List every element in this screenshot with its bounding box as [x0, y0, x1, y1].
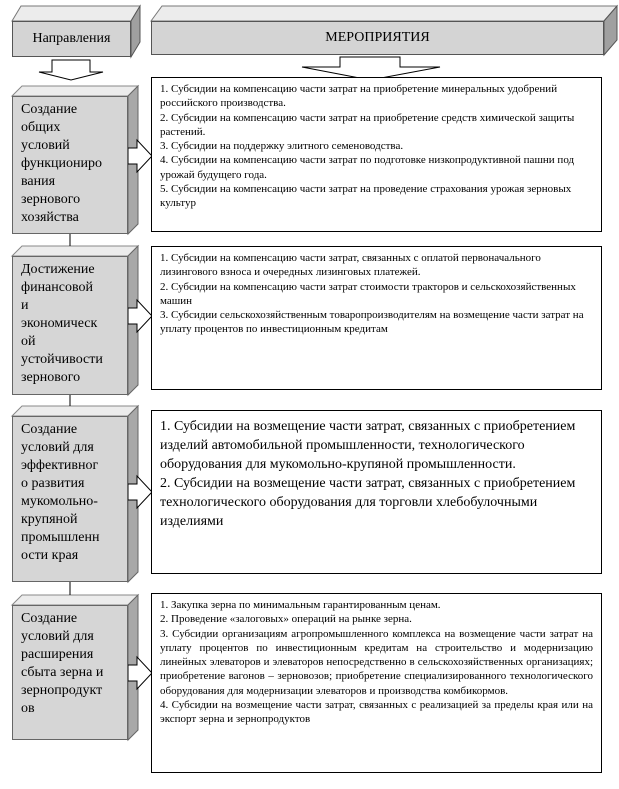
activity-2-1: 1. Субсидии на компенсацию части затрат, связанных с оплатой первоначального лизингового взноса и очередных лизинговых платежей. [160, 252, 541, 279]
direction-box-1 [12, 96, 128, 234]
direction-box-4 [12, 605, 128, 740]
direction-label-2: Достижение финансовой и экономическ ой устойчивости зернового [21, 262, 103, 385]
activity-3-1: 1. Субсидии на возмещение части затрат, связанных с приобретением изделий автомобильной промышленности, технологического оборудования для мукомольно-крупяной промышленности. [160, 419, 576, 472]
activities-box-3 [151, 410, 602, 574]
activity-1-4: 4. Субсидии на компенсацию части затрат по подготовке низкопродуктивной пашни под урожай будущего года. [160, 154, 575, 181]
activity-1-1: 1. Субсидии на компенсацию части затрат на приобретение минеральных удобрений российского производства. [160, 83, 558, 110]
activity-1-3: 3. Субсидии на поддержку элитного семеноводства. [160, 140, 404, 153]
activities-header-top [151, 6, 617, 21]
activities-box-4 [151, 593, 602, 773]
dir1-top [12, 86, 138, 96]
direction-label-1: Создание общих условий функциониро вания зернового хозяйства [21, 102, 102, 225]
activity-1-5: 5. Субсидии на компенсацию части затрат на проведение страхования урожая зерновых культур [160, 183, 572, 210]
directions-header-label: Направления [32, 31, 111, 46]
direction-box-3 [12, 416, 128, 582]
activity-4-2: 2. Проведение «залоговых» операций на рынке зерна. [160, 613, 412, 626]
activities-box-1 [151, 77, 602, 232]
activities-header [151, 21, 604, 55]
direction-box-2 [12, 256, 128, 395]
activities-header-label: МЕРОПРИЯТИЯ [325, 30, 430, 45]
direction-label-3: Создание условий для эффективног о развития мукомольно- крупяной промышленн ости края [21, 422, 100, 563]
direction-label-4: Создание условий для расширения сбыта зерна и зернопродукт ов [21, 611, 104, 716]
dir4-top [12, 595, 138, 605]
activity-4-1: 1. Закупка зерна по минимальным гарантированным ценам. [160, 599, 441, 611]
activities-box-2 [151, 246, 602, 390]
directions-down-arrow [39, 60, 103, 80]
dir2-top [12, 246, 138, 256]
directions-header [12, 21, 131, 57]
activity-2-2: 2. Субсидии на компенсацию части затрат стоимости тракторов и сельскохозяйственных машин [160, 280, 576, 307]
directions-header-top [12, 6, 140, 21]
activity-4-3: 3. Субсидии организациям агропромышленного комплекса на возмещение части затрат на уплату процентов по инвестиционным кредитам на строительство и модернизацию линейных элеваторов и элеваторов непосредственно в сельскохозяйственных организациях; приобретение вагонов – зерновозов; приобретение специализированного технологического оборудования для модернизации элеваторов и производства комбикормов. [160, 627, 593, 697]
activity-3-2: 2. Субсидии на возмещение части затрат, связанных с приобретением технологического оборудования для торговли хлебобулочными изделиями [160, 476, 576, 529]
activity-1-2: 2. Субсидии на компенсацию части затрат на приобретение средств химической защиты растений. [160, 111, 575, 138]
activity-2-3: 3. Субсидии сельскохозяйственным товаропроизводителям на возмещение части затрат на уплату процентов по инвестиционным кредитам [160, 309, 584, 336]
activity-4-4: 4. Субсидии на возмещение части затрат, связанных с реализацией за пределы края или на экспорт зерна и зернопродуктов [160, 699, 593, 726]
dir3-top [12, 406, 138, 416]
